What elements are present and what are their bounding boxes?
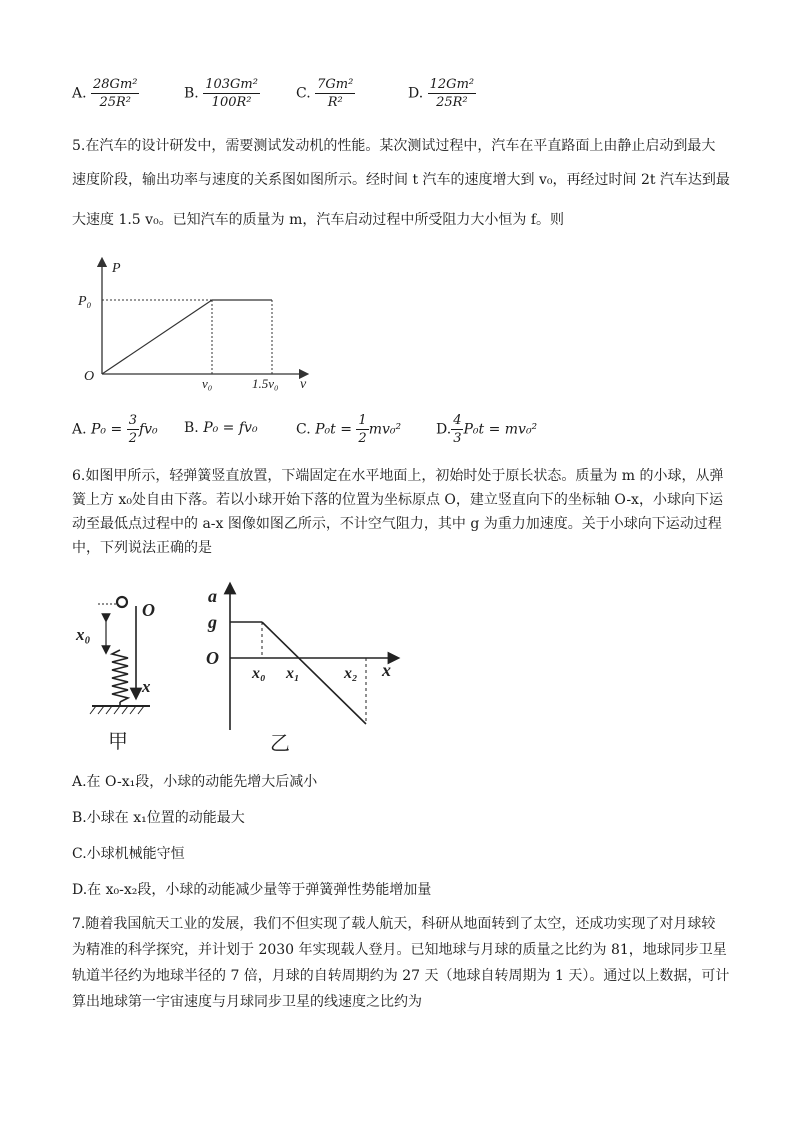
q5-option-a: A. P₀ = $\frac{3}{2}$ fv₀ — [72, 413, 158, 446]
q4-option-a: A. $\frac{\text{28Gm²}}{\text{25R²}}$ — [72, 77, 138, 110]
q7-line-2: 为精准的科学探究，并计划于 2030 年实现载人登月。已知地球与月球的质量之比约为 81，地球同步卫星 — [72, 942, 727, 958]
q6-figure-yi — [198, 580, 408, 756]
q6-figure-jia — [70, 590, 190, 756]
q6-ground-hatch — [90, 706, 144, 714]
q7-line-1: 7.随着我国航天工业的发展，我们不但实现了载人航天，科研从地面转到了太空，还成功实现了对月球较 — [72, 916, 716, 932]
q6-yi-x2: x₂ — [344, 665, 358, 682]
q4-options — [72, 74, 492, 118]
q5-option-b: B. P₀ = fv₀ — [184, 420, 258, 436]
q5-origin-label: O — [84, 369, 95, 384]
q6-jia-axis-label: x — [142, 677, 151, 696]
q6-line-2: 簧上方 x₀处自由下落。若以小球开始下落的位置为坐标原点 O，建立竖直向下的坐标轴 O-x，小球向下运 — [72, 492, 723, 508]
q6-option-d: D.在 x₀-x₂段，小球的动能减少量等于弹簧弹性势能增加量 — [72, 882, 432, 898]
q4-b-den: 100R² — [211, 95, 252, 110]
q4-c-num: 7Gm² — [317, 77, 354, 92]
q6-option-b: B.小球在 x₁位置的动能最大 — [72, 810, 245, 826]
q6-yi-a-label: a — [208, 586, 217, 606]
q6-yi-g-label: g — [208, 612, 217, 632]
q7-line-3: 轨道半径约为地球半径的 7 倍，月球的自转周期约为 27 天（地球自转周期为 1 天）。通过以上数据，可计 — [72, 968, 730, 984]
q6-yi-x-label: x — [382, 660, 391, 680]
q4-d-num: 12Gm² — [429, 77, 475, 92]
q4-a-den: 25R² — [99, 95, 132, 110]
q5-v0-label: v₀ — [202, 376, 213, 391]
q6-line-3: 动至最低点过程中的 a-x 图像如图乙所示，不计空气阻力，其中 g 为重力加速度。关于小球向下运动过程 — [72, 516, 722, 532]
q5-option-c: C. P₀t = $\frac{1}{2}$ mv₀² — [296, 413, 402, 446]
q4-a-num: 28Gm² — [93, 77, 138, 92]
q6-ball — [117, 597, 127, 607]
q6-yi-x1: x₁ — [286, 665, 300, 682]
q5-line-1: 5.在汽车的设计研发中，需要测试发动机的性能。某次测试过程中，汽车在平直路面上由静止启动到最大 — [72, 138, 716, 154]
q4-b-num: 103Gm² — [205, 77, 258, 92]
q6-line-4: 中，下列说法正确的是 — [72, 540, 212, 556]
q6-option-c: C.小球机械能守恒 — [72, 846, 185, 862]
q6-yi-x0: x₀ — [252, 665, 266, 682]
q4-option-d: D. $\frac{\text{12Gm²}}{\text{25R²}}$ — [408, 77, 475, 110]
q5-line-2: 速度阶段，输出功率与速度的关系图如图所示。经时间 t 汽车的速度增大到 v₀，再经过时间 2t 汽车达到最 — [72, 172, 730, 188]
q6-jia-caption: 甲 — [108, 731, 128, 753]
q4-c-den: R² — [327, 95, 343, 110]
q6-option-a: A.在 O-x₁段，小球的动能先增大后减小 — [72, 774, 318, 790]
q5-x-label: v — [300, 377, 307, 392]
q7-line-4: 算出地球第一宇宙速度与月球同步卫星的线速度之比约为 — [72, 994, 422, 1010]
q6-jia-origin: O — [142, 600, 155, 620]
q6-yi-origin: O — [206, 648, 219, 668]
q5-power-velocity-graph — [76, 256, 316, 392]
q4-d-den: 25R² — [436, 95, 468, 110]
q5-p0-label: P₀ — [78, 294, 92, 309]
q6-line-1: 6.如图甲所示，轻弹簧竖直放置，下端固定在水平地面上，初始时处于原长状态。质量为 m 的小球，从弹 — [72, 468, 724, 484]
q5-vmax-label: 1.5v₀ — [252, 376, 279, 391]
q4-option-b: B. $\frac{\text{103Gm²}}{\text{100R²}}$ — [184, 77, 258, 110]
q5-y-label: P — [112, 261, 121, 276]
q5-ramp-line — [102, 300, 212, 374]
q5-option-d: D. $\frac{4}{3}$ P₀t = mv₀² — [436, 413, 538, 446]
q5-line-3: 大速度 1.5 v₀。已知汽车的质量为 m，汽车启动过程中所受阻力大小恒为 f。则 — [72, 212, 565, 228]
q4-option-c: C. $\frac{\text{7Gm²}}{\text{R²}}$ — [296, 77, 354, 110]
q6-spring — [112, 650, 128, 702]
q6-yi-caption: 乙 — [270, 733, 290, 755]
q6-jia-x0: x₀ — [76, 625, 91, 644]
